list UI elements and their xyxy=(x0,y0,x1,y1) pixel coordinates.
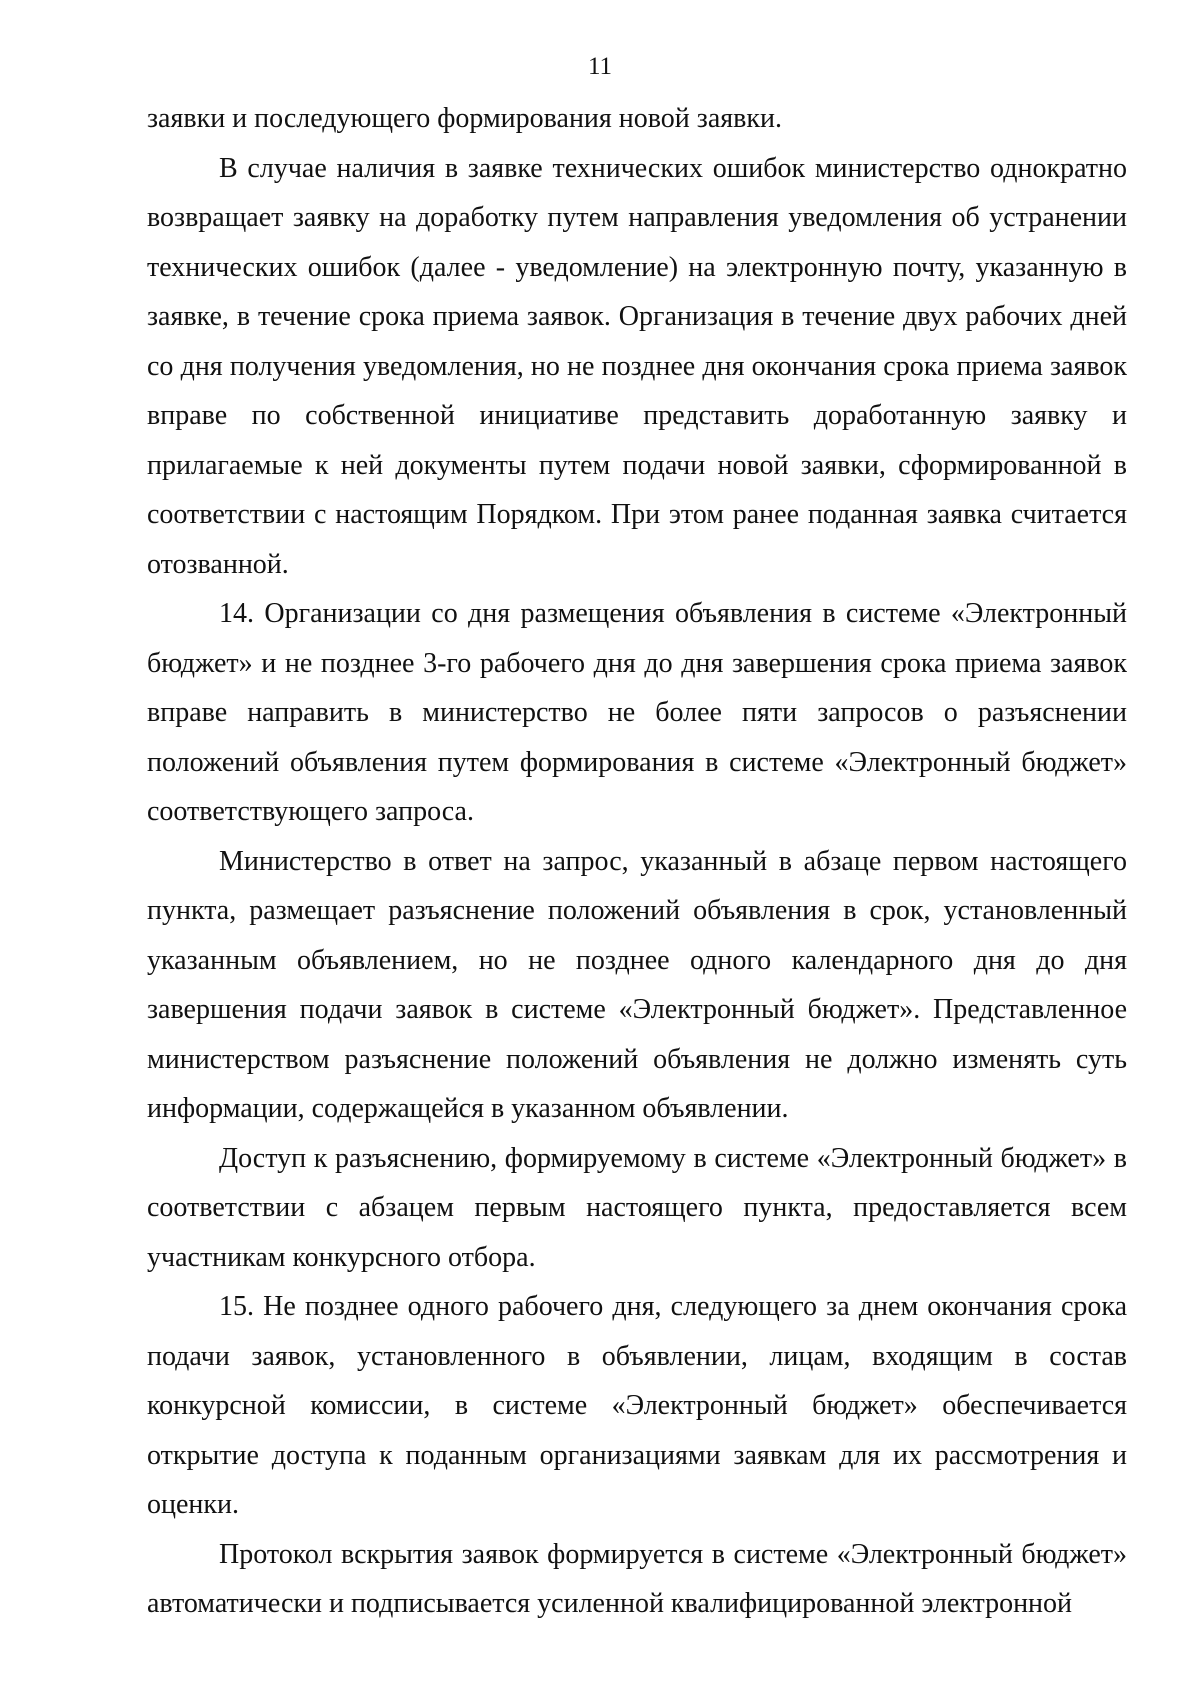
paragraph-item-15: 15. Не позднее одного рабочего дня, следующего за днем окончания срока подачи заявок, установленного в объявлении, лицам, входящим в состав конкурсной комиссии, в системе «Электронный бюджет» обеспечивается открытие доступа к поданным организациями заявкам для их рассмотрения и оценки. xyxy=(147,1291,1127,1520)
paragraph-item-14: 14. Организации со дня размещения объявления в системе «Электронный бюджет» и не позднее 3-го рабочего дня до дня завершения срока приема заявок вправе направить в министерство не более пяти запросов о разъяснении положений объявления путем формирования в системе «Электронный бюджет» соответствующего запроса. xyxy=(147,598,1127,827)
paragraph-technical-errors: В случае наличия в заявке технических ошибок министерство однократно возвращает заявку на доработку путем направления уведомления об устранении технических ошибок (далее - уведомление) на электронную почту, указанную в заявке, в течение срока приема заявок. Организация в течение двух рабочих дней со дня получения уведомления, но не позднее дня окончания срока приема заявок вправе по собственной инициативе представить доработанную заявку и прилагаемые к ней документы путем подачи новой заявки, сформированной в соответствии с настоящим Порядком. При этом ранее поданная заявка считается отозванной. xyxy=(147,152,1127,580)
paragraph-ministry-response: Министерство в ответ на запрос, указанный в абзаце первом настоящего пункта, размещает разъяснение положений объявления в срок, установленный указанным объявлением, но не позднее одного календарного дня до дня завершения подачи заявок в системе «Электронный бюджет». Представленное министерством разъяснение положений объявления не должно изменять суть информации, содержащейся в указанном объявлении. xyxy=(147,845,1127,1124)
document-body xyxy=(147,94,1127,1629)
page-number: 11 xyxy=(587,53,613,80)
paragraph-opening-protocol: Протокол вскрытия заявок формируется в системе «Электронный бюджет» автоматически и подписывается усиленной квалифицированной электронной xyxy=(147,1538,1127,1619)
paragraph-access-clarification: Доступ к разъяснению, формируемому в системе «Электронный бюджет» в соответствии с абзацем первым настоящего пункта, предоставляется всем участникам конкурсного отбора. xyxy=(147,1142,1127,1273)
paragraph-continuation: заявки и последующего формирования новой заявки. xyxy=(147,103,782,134)
